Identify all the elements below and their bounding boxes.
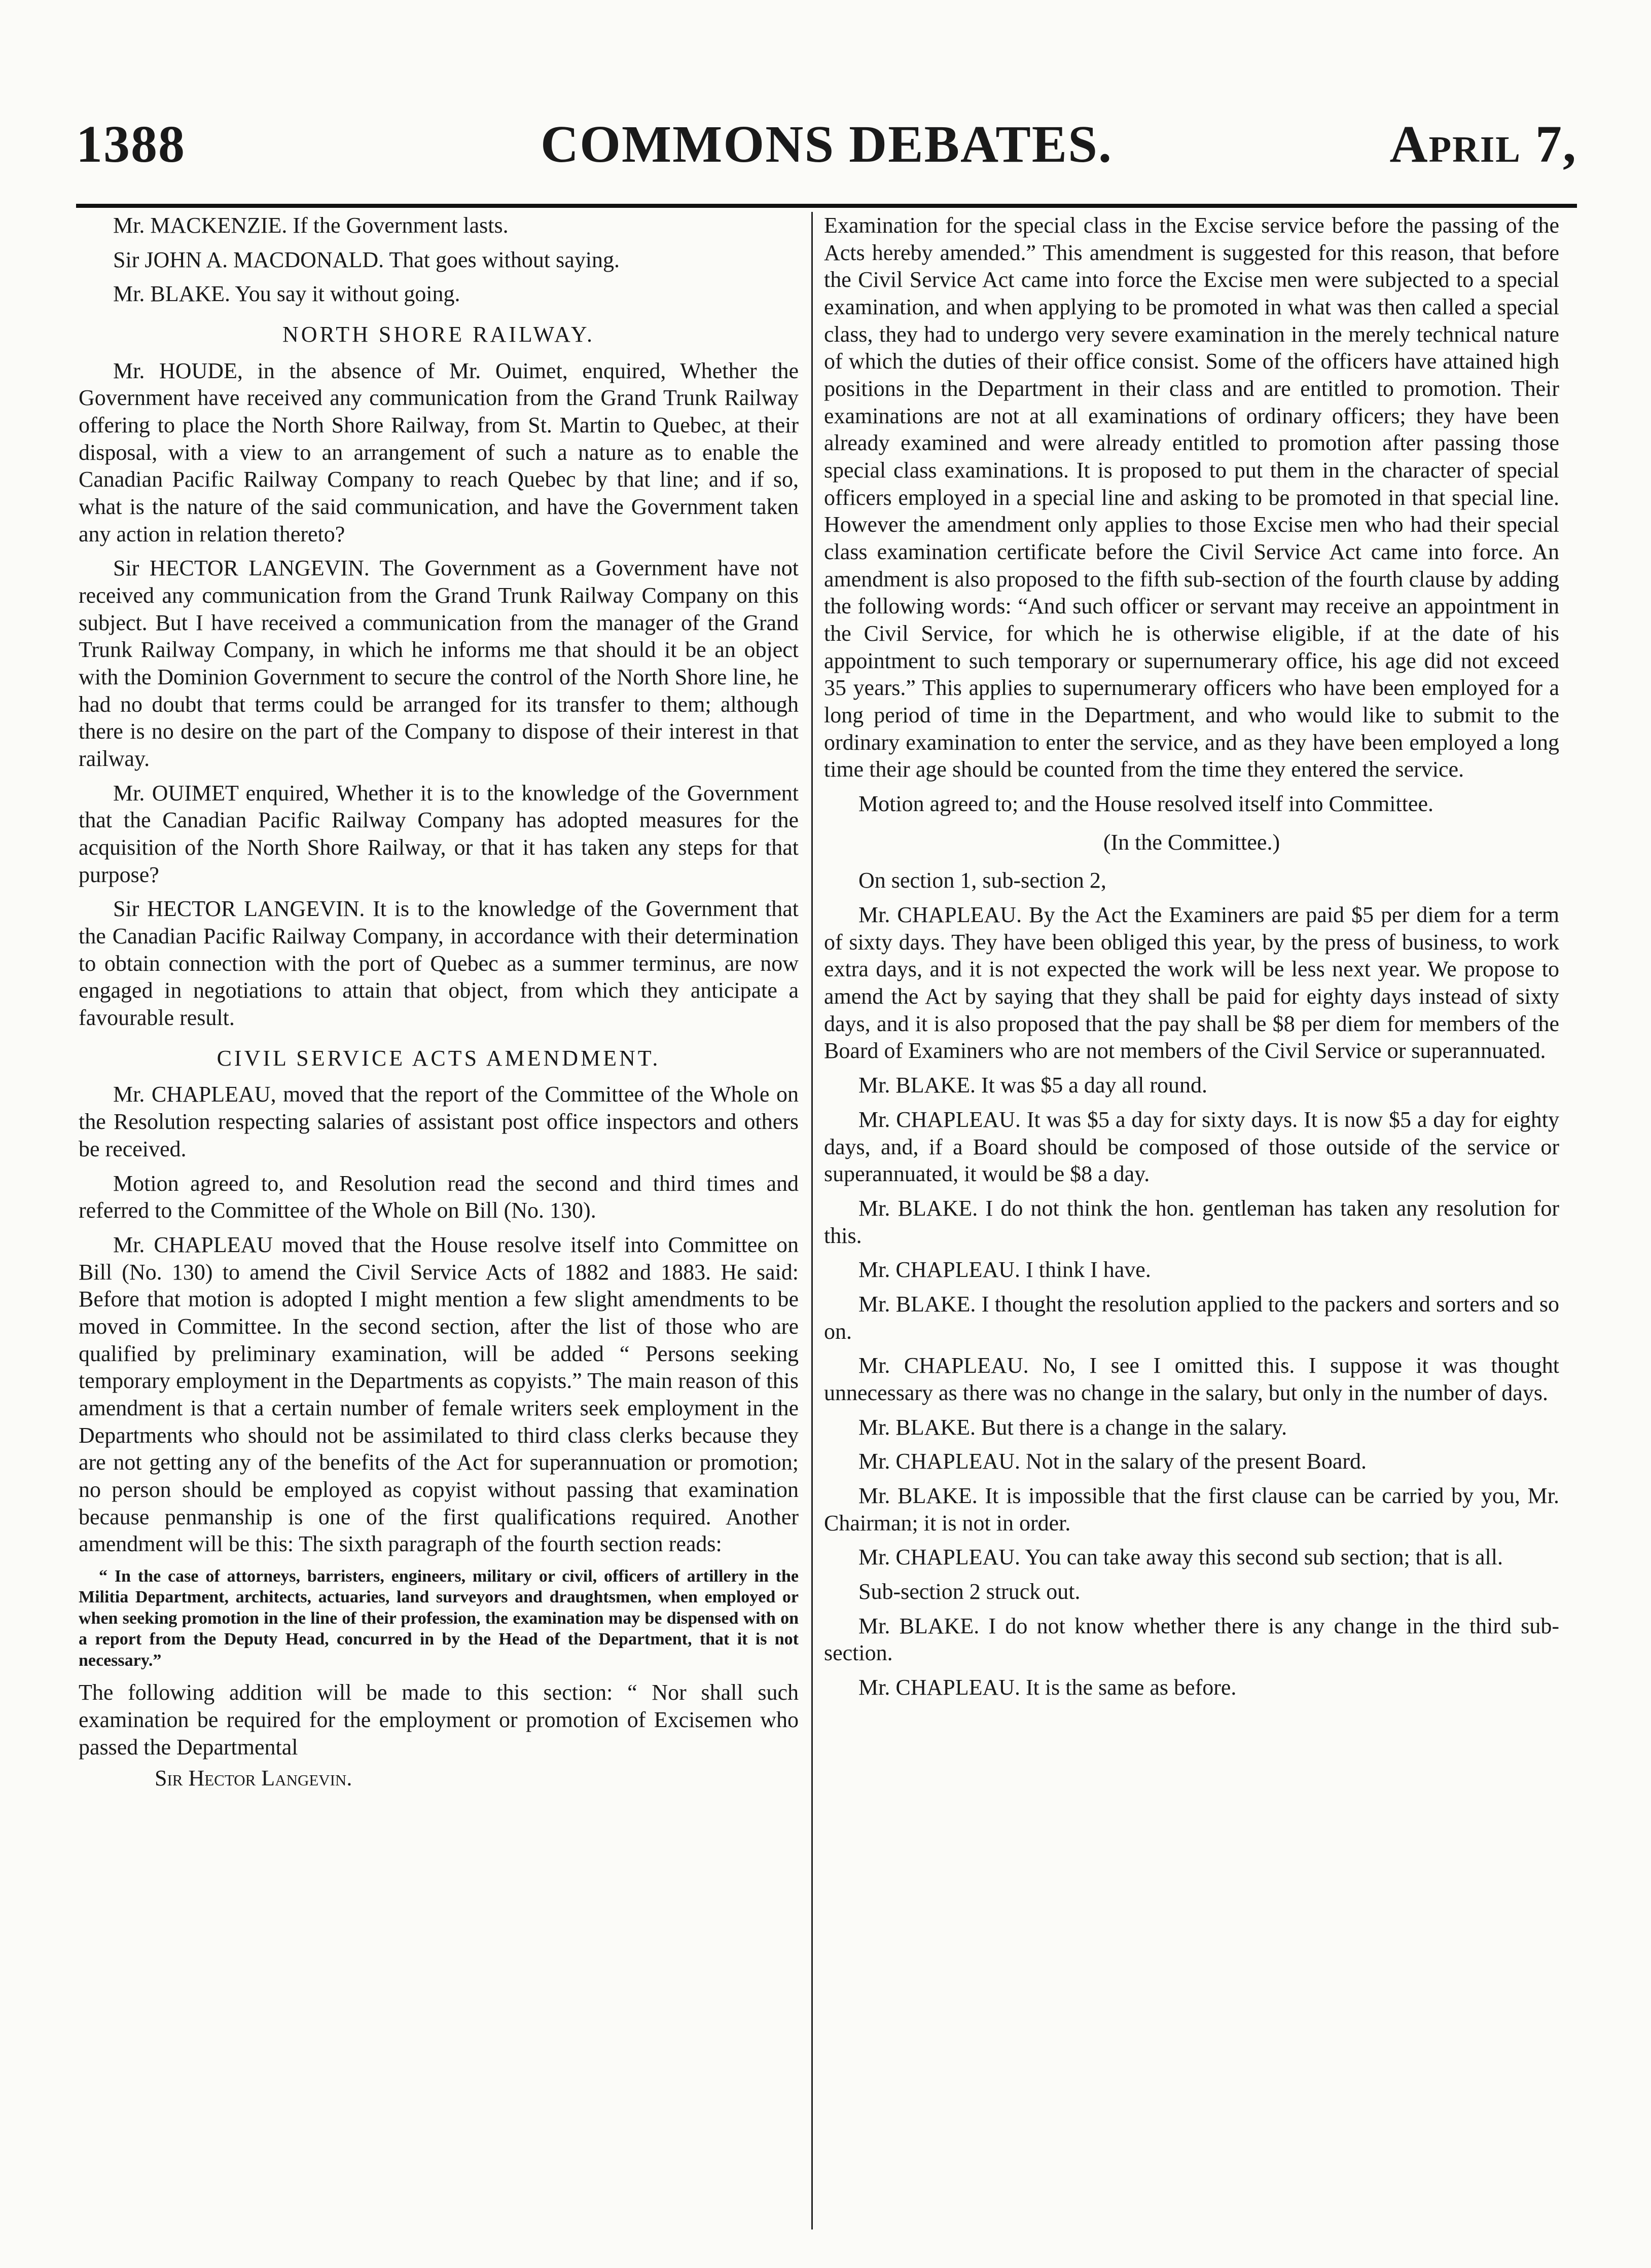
right-column [824,212,1559,2224]
paragraph: Mr. CHAPLEAU. You can take away this second sub section; that is all. [858,1545,1503,1570]
paragraph: Mr. CHAPLEAU. I think I have. [858,1257,1151,1283]
paragraph: Mr. CHAPLEAU. Not in the salary of the present Board. [858,1449,1367,1474]
paragraph: Mr. BLAKE. It is impossible that the first clause can be carried by you, Mr. Chairman; it is not in order. [824,1483,1559,1535]
page-number: 1388 [76,115,186,173]
paragraph: Mr. CHAPLEAU. It is the same as before. [858,1674,1237,1700]
committee-label: (In the Committee.) [1103,829,1280,855]
header-rule [76,204,1577,208]
column-divider [811,212,813,2229]
paragraph: Mr. BLAKE. I do not know whether there is any change in the third sub-section. [824,1613,1559,1666]
paragraph: Mr. BLAKE. You say it without going. [113,281,460,307]
paragraph: Mr. OUIMET enquired, Whether it is to the knowledge of the Government that the Canadian Pacific Railway Company has adopted measures for the acquisition of the North Shore Railway, or that it has taken any steps for that purpose? [79,780,799,887]
paragraph: Mr. BLAKE. But there is a change in the salary. [858,1414,1287,1440]
paragraph: Mr. CHAPLEAU. It was $5 a day for sixty days. It is now $5 a day for eighty days, and, if a Board should be composed of those outside of the service or superannuated, it would be $8 a day. [824,1107,1559,1187]
paragraph: On section 1, sub-section 2, [858,868,1106,893]
section-heading-north-shore-railway: NORTH SHORE RAILWAY. [282,322,595,347]
paragraph: Mr. BLAKE. I thought the resolution applied to the packers and sorters and so on. [824,1291,1559,1344]
paragraph: Mr. CHAPLEAU. By the Act the Examiners are paid $5 per diem for a term of sixty days. They have been obliged this year, by the press of business, to work extra days, and it is not expected the work will be less next year. We propose to amend the Act by saying that they shall be paid for eighty days instead of sixty days, and it is also proposed that the pay shall be $8 per diem for members of the Board of Examiners who are not members of the Civil Service or superannuated. [824,902,1559,1064]
left-column [79,212,799,2224]
paragraph: Mr. HOUDE, in the absence of Mr. Ouimet, enquired, Whether the Government have received any communication from the Grand Trunk Railway offering to place the North Shore Railway, from St. Martin to Quebec, at their disposal, with a view to an arrangement of such a nature as to enable the Canadian Pacific Railway Company to reach Quebec by that line; and if so, what is the nature of the said communication, and have the Government taken any action in relation thereto? [79,358,799,546]
block-quote: “ In the case of attorneys, barristers, engineers, military or civil, officers of artillery in the Militia Department, architects, actuaries, land surveyors and draughtsmen, when employed or when seeking promotion in the line of their profession, the examination may be dispensed with on a report from the Deputy Head, concurred in by the Head of the Department, that it is not necessary.” [79,1566,799,1670]
paragraph: Motion agreed to; and the House resolved itself into Committee. [858,791,1433,817]
section-heading-civil-service-acts-amendment: CIVIL SERVICE ACTS AMENDMENT. [217,1045,661,1071]
paragraph: Mr. BLAKE. It was $5 a day all round. [858,1073,1207,1098]
paragraph: Mr. MACKENZIE. If the Government lasts. [113,213,509,238]
page-header [76,114,1577,190]
paragraph: Sir HECTOR LANGEVIN. It is to the knowledge of the Government that the Canadian Pacific Railway Company, in accordance with their determination to obtain connection with the port of Quebec as a summer terminus, are now engaged in negotiations to attain that object, from which they anticipate a favourable result. [79,896,799,1031]
paragraph: Mr. CHAPLEAU. No, I see I omitted this. I suppose it was thought unnecessary as there was no change in the salary, but only in the number of days. [824,1353,1559,1405]
paragraph: Sir HECTOR LANGEVIN. The Government as a Government have not received any communication from the Grand Trunk Railway Company on this subject. But I have received a communication from the manager of the Grand Trunk Railway Company, in which he informs me that should it be an object with the Dominion Government to secure the control of the North Shore line, he had no doubt that terms could be arranged for its transfer to them; although there is no desire on the part of the Company to dispose of their interest in that railway. [79,556,799,772]
paragraph: Mr. CHAPLEAU, moved that the report of the Committee of the Whole on the Resolution respecting salaries of assistant post office inspectors and others be received. [79,1082,799,1161]
paragraph: The following addition will be made to this section: “ Nor shall such examination be required for the employment or promotion of Excisemen who passed the Departmental [79,1680,799,1760]
footer-signature: Sir Hector Langevin. [155,1766,352,1791]
paragraph: Motion agreed to, and Resolution read the second and third times and referred to the Committee of the Whole on Bill (No. 130). [79,1170,799,1223]
paragraph: Sub-section 2 struck out. [858,1579,1081,1604]
paragraph: Mr. CHAPLEAU moved that the House resolve itself into Committee on Bill (No. 130) to amend the Civil Service Acts of 1882 and 1883. He said: Before that motion is adopted I might mention a few slight amendments to be moved in Committee. In the second section, after the list of those who are qualified by preliminary examination, will be added “ Persons seeking temporary employment in the Departments as copyists.” The main reason of this amendment is that a certain number of female writers seek employment in the Departments who should not be assimilated to third class clerks because they are not getting any of the benefits of the Act for superannuation or promotion; no person should be employed as copyist without passing that examination because penmanship is one of the first qualifications required. Another amendment will be this: The sixth paragraph of the fourth section reads: [79,1232,799,1557]
paragraph: Examination for the special class in the Excise service before the passing of the Acts hereby amended.” This amendment is suggested for this reason, that before the Civil Service Act came into force the Excise men were subjected to a special examination, and when applying to be promoted in what was then called a special class, they had to undergo very severe examination in the merely technical nature of which the duties of their office consist. Some of the officers have attained high positions in the Department in their class and are entitled to promotion. Their examinations are not at all examinations of ordinary officers; they have been already examined and were already entitled to promotion after passing those special class examinations. It is proposed to put them in the character of special officers employed in a special line and asking to be promoted in that special line. However the amendment only applies to those Excise men who had their special class examination certificate before the Civil Service Act came into force. An amendment is also proposed to the fifth sub-section of the fourth clause by adding the following words: “And such officer or servant may receive an appointment in the Civil Service, for which he is otherwise eligible, if at the date of his appointment to such temporary or supernumerary office, his age did not exceed 35 years.” This applies to supernumerary officers who have been employed for a long period of time in the Department, and who would like to submit to the ordinary examination to enter the service, and as they have been employed a long time their age should be counted from the time they entered the service. [824,213,1559,782]
publication-title: COMMONS DEBATES. [541,115,1112,173]
paragraph: Mr. BLAKE. I do not think the hon. gentleman has taken any resolution for this. [824,1195,1559,1248]
header-date: April 7, [1389,115,1577,173]
paragraph: Sir JOHN A. MACDONALD. That goes without saying. [113,247,620,272]
